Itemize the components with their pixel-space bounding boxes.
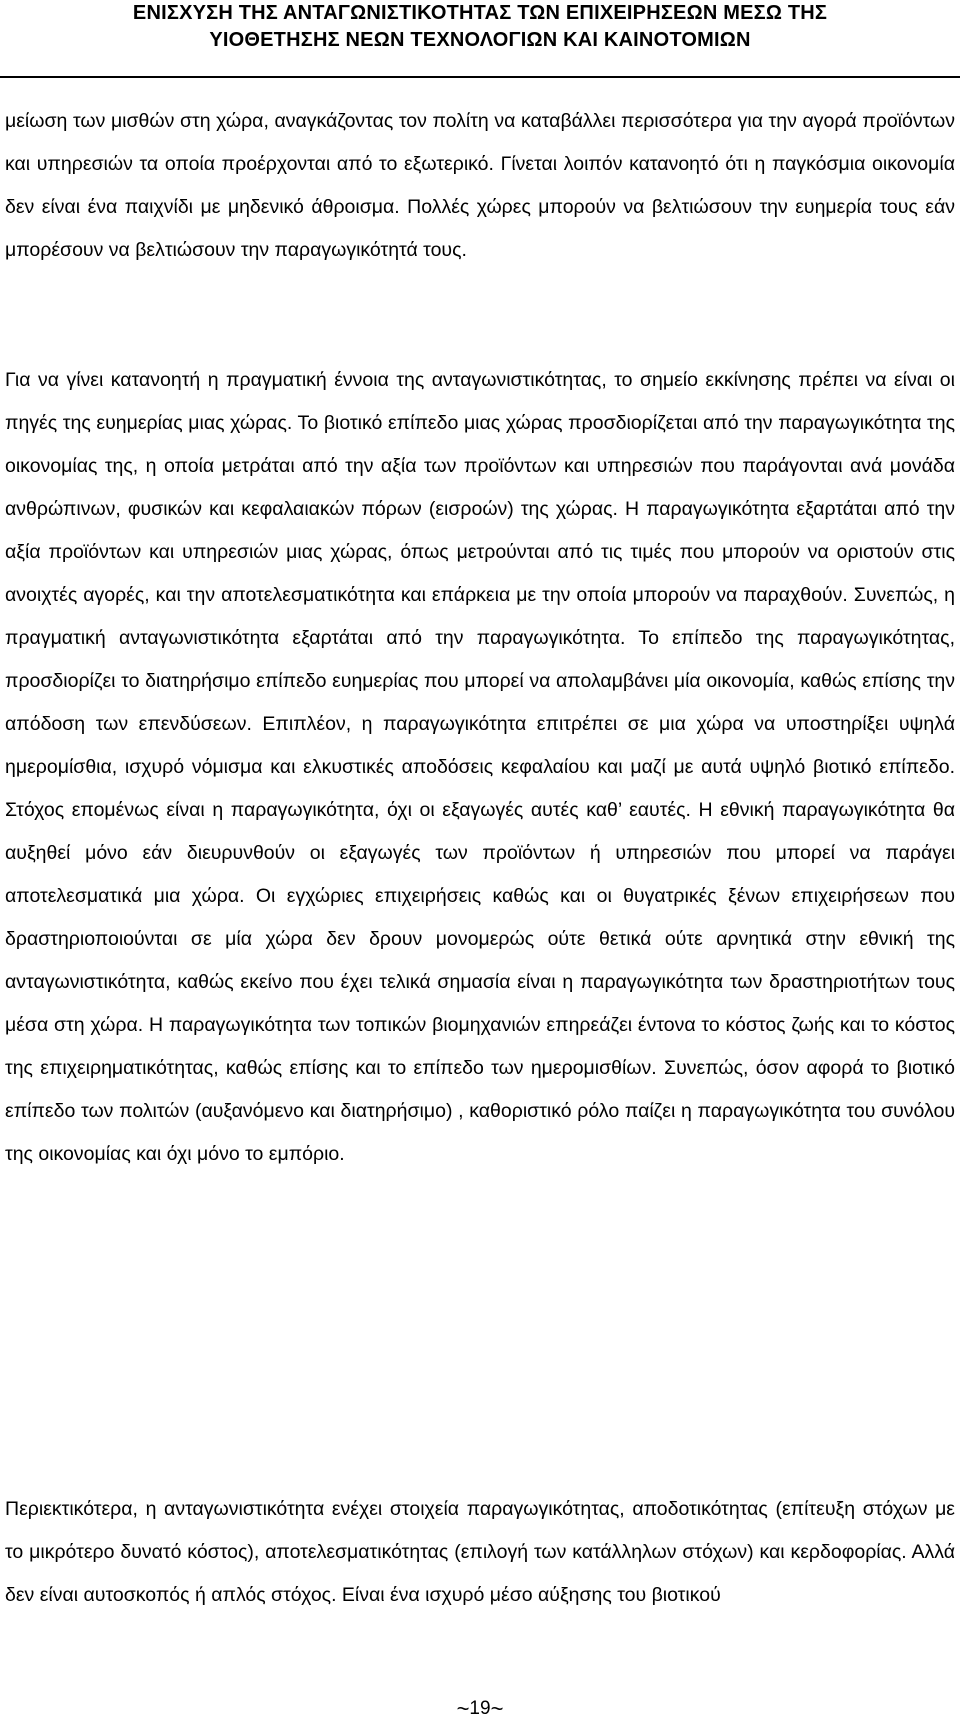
page-footer bbox=[0, 1697, 960, 1720]
body-paragraph-2: Για να γίνει κατανοητή η πραγματική έννοια της ανταγωνιστικότητας, το σημείο εκκίνησης πρέπει να είναι οι πηγές της ευημερίας μιας χώρας. Το βιοτικό επίπεδο μιας χώρας προσδιορίζεται από την παραγωγικότητα της οικονομίας της, η οποία μετράται από την αξία των προϊόντων και υπηρεσιών που παράγονται ανά μονάδα ανθρώπινων, φυσικών και κεφαλαιακών πόρων (εισροών) της χώρας. Η παραγωγικότητα εξαρτάται από την αξία προϊόντων και υπηρεσιών μιας χώρας, όπως μετρούνται από τις τιμές που μπορούν να οριστούν στις ανοιχτές αγορές, και την αποτελεσματικότητα και επάρκεια με την οποία μπορούν να παραχθούν. Συνεπώς, η πραγματική ανταγωνιστικότητα εξαρτάται από την παραγωγικότητα. Το επίπεδο της παραγωγικότητας, προσδιορίζει το διατηρήσιμο επίπεδο ευημερίας που μπορεί να απολαμβάνει μία οικονομία, καθώς επίσης την απόδοση των επενδύσεων. Επιπλέον, η παραγωγικότητα επιτρέπει σε μια χώρα να υποστηρίξει υψηλά ημερομίσθια, ισχυρό νόμισμα και ελκυστικές αποδόσεις κεφαλαίου και μαζί με αυτά υψηλό βιοτικό επίπεδο. Στόχος επομένως είναι η παραγωγικότητα, όχι οι εξαγωγές αυτές καθ’ εαυτές. Η εθνική παραγωγικότητα θα αυξηθεί μόνο εάν διευρυνθούν οι εξαγωγές των προϊόντων ή υπηρεσιών που μπορεί να παράγει αποτελεσματικά μια χώρα. Οι εγχώριες επιχειρήσεις καθώς και οι θυγατρικές ξένων επιχειρήσεων που δραστηριοποιούνται σε μία χώρα δεν δρουν μονομερώς ούτε θετικά ούτε αρνητικά στην εθνική της ανταγωνιστικότητα, καθώς εκείνο που έχει τελικά σημασία είναι η παραγωγικότητα των δραστηριοτήτων τους μέσα στη χώρα. Η παραγωγικότητα των τοπικών βιομηχανιών επηρεάζει έντονα το κόστος ζωής και το κόστος της επιχειρηματικότητας, καθώς επίσης και το επίπεδο των ημερομισθίων. Συνεπώς, όσον αφορά το βιοτικό επίπεδο των πολιτών (αυξανόμενο και διατηρήσιμο) , καθοριστικό ρόλο παίζει η παραγωγικότητα του συνόλου της οικονομίας και όχι μόνο το εμπόριο. bbox=[5, 369, 955, 1165]
header-divider bbox=[0, 76, 960, 78]
running-header bbox=[0, 0, 960, 54]
page-number: 19 bbox=[469, 1698, 491, 1719]
body-paragraph-1: μείωση των μισθών στη χώρα, αναγκάζοντας τον πολίτη να καταβάλλει περισσότερα για την αγορά προϊόντων και υπηρεσιών τα οποία προέρχονται από το εξωτερικό. Γίνεται λοιπόν κατανοητό ότι η παγκόσμια οικονομία δεν είναι ένα παιχνίδι με μηδενικό άθροισμα. Πολλές χώρες μπορούν να βελτιώσουν την ευημερία τους εάν μπορέσουν να βελτιώσουν την παραγωγικότητά τους. bbox=[5, 110, 955, 261]
tilde-ornament-left: ~ bbox=[456, 1696, 470, 1721]
header-line-1: ΕΝΙΣΧΥΣΗ ΤΗΣ ΑΝΤΑΓΩΝΙΣΤΙΚΟΤΗΤΑΣ ΤΩΝ ΕΠΙΧΕΙΡΗΣΕΩΝ ΜΕΣΩ ΤΗΣ bbox=[132, 2, 828, 24]
header-line-2: ΥΙΟΘΕΤΗΣΗΣ ΝΕΩΝ ΤΕΧΝΟΛΟΓΙΩΝ ΚΑΙ ΚΑΙΝΟΤΟΜΙΩΝ bbox=[209, 29, 751, 51]
body-paragraph-3: Περιεκτικότερα, η ανταγωνιστικότητα ενέχει στοιχεία παραγωγικότητας, αποδοτικότητας (επίτευξη στόχων με το μικρότερο δυνατό κόστος), αποτελεσματικότητας (επιλογή των κατάλληλων στόχων) και κερδοφορίας. Αλλά δεν είναι αυτοσκοπός ή απλός στόχος. Είναι ένα ισχυρό μέσο αύξησης του βιοτικού bbox=[5, 1498, 955, 1606]
tilde-ornament-right: ~ bbox=[490, 1696, 504, 1721]
